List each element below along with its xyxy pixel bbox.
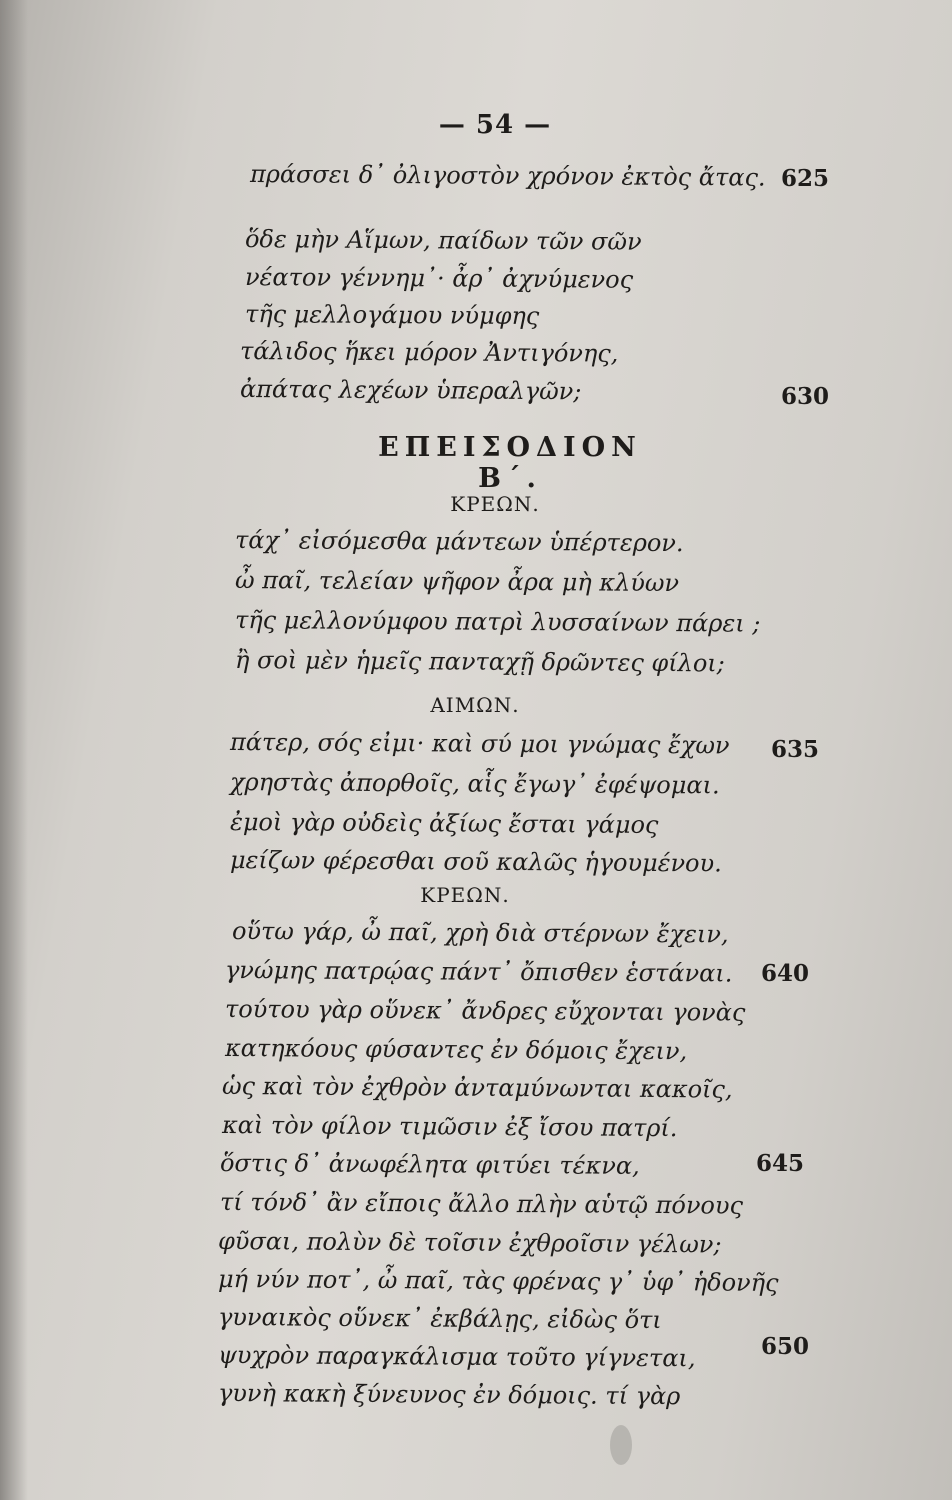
verse-line: ἢ σοὶ μὲν ἡμεῖς πανταχῇ δρῶντες φίλοι; [234, 646, 725, 678]
line-number: 635 [770, 736, 819, 763]
verse-line: ὅστις δ᾽ ἀνωφέλητα φιτύει τέκνα, [219, 1149, 640, 1180]
verse-line: ἀπάτας λεχέων ὑπεραλγῶν; [239, 375, 582, 406]
line-number: 645 [755, 1150, 804, 1177]
verse-line: γνώμης πατρῴας πάντ᾽ ὄπισθεν ἑστάναι. [224, 956, 733, 988]
verse-line: ὅδε μὴν Αἵμων, παίδων τῶν σῶν [244, 225, 642, 256]
section-title: ΕΠΕΙΣΟΔΙΟΝ Β΄. [378, 432, 642, 494]
verse-line: τούτου γὰρ οὕνεκ᾽ ἄνδρες εὔχονται γονὰς [224, 995, 746, 1027]
line-number: 640 [760, 960, 809, 987]
line-number: 630 [780, 383, 829, 410]
verse-line: κατηκόους φύσαντες ἐν δόμοις ἔχειν, [224, 1034, 688, 1066]
ink-stain [610, 1425, 632, 1465]
page-number: — 54 — [438, 110, 552, 140]
verse-line: τῆς μελλογάμου νύμφης [244, 300, 540, 331]
verse-line: ἐμοὶ γὰρ οὐδεὶς ἀξίως ἔσται γάμος [229, 808, 659, 839]
verse-line: χρηστὰς ἀπορθοῖς, αἷς ἔγωγ᾽ ἐφέψομαι. [229, 768, 720, 800]
speaker-name: ΚΡΕΩΝ. [420, 883, 510, 907]
speaker-name: ΚΡΕΩΝ. [450, 492, 540, 516]
verse-line: ὡς καὶ τὸν ἐχθρὸν ἀνταμύνωνται κακοῖς, [221, 1072, 733, 1104]
page-gutter-shadow [0, 0, 28, 1500]
line-number: 650 [760, 1333, 809, 1360]
line-number: 625 [780, 165, 829, 192]
verse-line: γυναικὸς οὕνεκ᾽ ἐκβάλῃς, εἰδὼς ὅτι [217, 1303, 662, 1335]
verse-line: τάλιδος ἥκει μόρον Ἀντιγόνης, [239, 337, 619, 368]
verse-line: μή νύν ποτ᾽, ὦ παῖ, τὰς φρένας γ᾽ ὑφ᾽ ἡδονῆς [217, 1265, 779, 1297]
verse-line: καὶ τὸν φίλον τιμῶσιν ἐξ ἴσου πατρί. [221, 1111, 678, 1143]
verse-line: ὦ παῖ, τελείαν ψῆφον ἆρα μὴ κλύων [234, 566, 680, 598]
verse-line: πάτερ, σός εἰμι· καὶ σύ μοι γνώμας ἔχων [229, 728, 730, 760]
verse-line: νέατον γέννημ᾽· ἆρ᾽ ἀχνύμενος [244, 263, 634, 294]
verse-line: τῆς μελλονύμφου πατρὶ λυσσαίνων πάρει ; [234, 606, 761, 638]
verse-line: τάχ᾽ εἰσόμεσθα μάντεων ὑπέρτερον. [234, 526, 684, 558]
verse-line: φῦσαι, πολὺν δὲ τοῖσιν ἐχθροῖσιν γέλων; [217, 1227, 722, 1259]
verse-line: μείζων φέρεσθαι σοῦ καλῶς ἡγουμένου. [229, 846, 722, 878]
verse-line: οὕτω γάρ, ὦ παῖ, χρὴ διὰ στέρνων ἔχειν, [231, 917, 729, 949]
speaker-name: ΑΙΜΩΝ. [430, 693, 520, 717]
verse-line: ψυχρὸν παραγκάλισμα τοῦτο γίγνεται, [217, 1341, 696, 1373]
verse-line: τί τόνδ᾽ ἂν εἴποις ἄλλο πλὴν αὑτῷ πόνους [219, 1188, 744, 1220]
verse-line: γυνὴ κακὴ ξύνευνος ἐν δόμοις. τί γὰρ [217, 1379, 681, 1411]
verse-line: πράσσει δ᾽ ὀλιγοστὸν χρόνον ἐκτὸς ἄτας. [249, 160, 766, 192]
